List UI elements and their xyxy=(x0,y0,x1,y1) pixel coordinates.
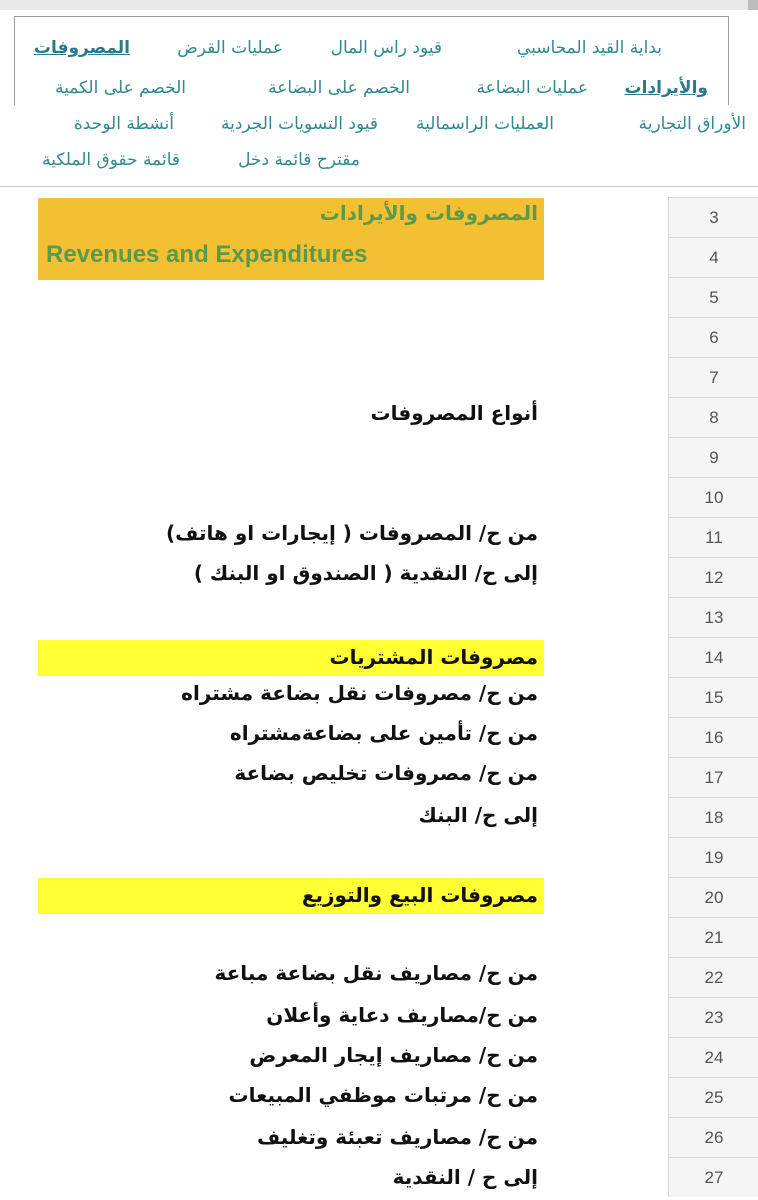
top-scrollbar[interactable] xyxy=(0,0,758,10)
row-number[interactable]: 6 xyxy=(668,317,758,357)
purchases-line-2: من ح/ تأمين على بضاعةمشتراه xyxy=(229,721,538,745)
row-number[interactable]: 20 xyxy=(668,877,758,917)
row-number[interactable]: 14 xyxy=(668,637,758,677)
sales-heading: مصروفات البيع والتوزيع xyxy=(301,883,538,907)
row-number[interactable]: 5 xyxy=(668,277,758,317)
sales-line-4: من ح/ مرتبات موظفي المبيعات xyxy=(228,1083,538,1107)
row-number[interactable]: 11 xyxy=(668,517,758,557)
sheet-title-english: Revenues and Expenditures xyxy=(46,241,368,268)
tab-capital-operations[interactable]: العمليات الراسمالية xyxy=(416,114,554,134)
row-number[interactable]: 4 xyxy=(668,237,758,277)
sheet-row xyxy=(0,637,758,677)
expense-types-heading: أنواع المصروفات xyxy=(370,401,538,425)
row-number[interactable]: 3 xyxy=(668,197,758,237)
tab-expenses[interactable]: المصروفات xyxy=(33,38,130,58)
sheet-row xyxy=(0,237,758,277)
purchases-line-3: من ح/ مصروفات تخليص بضاعة xyxy=(234,761,538,785)
sheet-row xyxy=(0,677,758,717)
sheet-row xyxy=(0,397,758,437)
row-number[interactable]: 22 xyxy=(668,957,758,997)
sales-line-2: من ح/مصاريف دعاية وأعلان xyxy=(266,1003,538,1027)
sheet-row xyxy=(0,1037,758,1077)
sales-line-3: من ح/ مصاريف إيجار المعرض xyxy=(249,1043,538,1067)
tab-bookkeeping-start[interactable]: بداية القيد المحاسبي xyxy=(516,38,662,58)
sheet-row xyxy=(0,1157,758,1197)
sheet-row xyxy=(0,837,758,877)
row-number[interactable]: 18 xyxy=(668,797,758,837)
sheet-row xyxy=(0,797,758,837)
entry1-credit: إلى ح/ النقدية ( الصندوق او البنك ) xyxy=(193,561,538,585)
sheet-tabs-panel xyxy=(0,0,758,187)
sheet-row xyxy=(0,997,758,1037)
row-number[interactable]: 27 xyxy=(668,1157,758,1197)
tab-revenues[interactable]: والأيرادات xyxy=(624,78,708,98)
sheet-row xyxy=(0,197,758,237)
purchases-line-1: من ح/ مصروفات نقل بضاعة مشتراه xyxy=(181,681,538,705)
sheet-row xyxy=(0,717,758,757)
row-number[interactable]: 23 xyxy=(668,997,758,1037)
row-number[interactable]: 26 xyxy=(668,1117,758,1157)
row-number[interactable]: 17 xyxy=(668,757,758,797)
sheet-row xyxy=(0,317,758,357)
sales-line-6: إلى ح / النقدية xyxy=(392,1165,538,1189)
sales-line-5: من ح/ مصاريف تعبئة وتغليف xyxy=(256,1125,538,1149)
row-number[interactable]: 15 xyxy=(668,677,758,717)
row-number[interactable]: 19 xyxy=(668,837,758,877)
row-number[interactable]: 24 xyxy=(668,1037,758,1077)
tab-unit-activities[interactable]: أنشطة الوحدة xyxy=(73,114,174,134)
row-number[interactable]: 13 xyxy=(668,597,758,637)
sheet-title-arabic: المصروفات والأيرادات xyxy=(319,201,538,225)
sheet-row xyxy=(0,877,758,917)
tab-quantity-discount[interactable]: الخصم على الكمية xyxy=(54,78,186,98)
sheet-row xyxy=(0,957,758,997)
row-number[interactable]: 9 xyxy=(668,437,758,477)
sales-line-1: من ح/ مصاريف نقل بضاعة مباعة xyxy=(214,961,538,985)
tab-commercial-papers[interactable]: الأوراق التجارية xyxy=(638,114,746,134)
row-number[interactable]: 25 xyxy=(668,1077,758,1117)
row-number[interactable]: 10 xyxy=(668,477,758,517)
row-number[interactable]: 12 xyxy=(668,557,758,597)
row-number[interactable]: 8 xyxy=(668,397,758,437)
tab-goods-operations[interactable]: عمليات البضاعة xyxy=(476,78,588,98)
sheet-row xyxy=(0,517,758,557)
tab-equity-statement[interactable]: قائمة حقوق الملكية xyxy=(42,150,180,170)
sheet-row xyxy=(0,357,758,397)
row-number[interactable]: 16 xyxy=(668,717,758,757)
sheet-row xyxy=(0,757,758,797)
sheet-row xyxy=(0,1077,758,1117)
sheet-row xyxy=(0,477,758,517)
sheet-row xyxy=(0,597,758,637)
sheet-row xyxy=(0,437,758,477)
tab-goods-discount[interactable]: الخصم على البضاعة xyxy=(268,78,410,98)
sheet-row xyxy=(0,277,758,317)
row-number[interactable]: 7 xyxy=(668,357,758,397)
purchases-heading: مصروفات المشتريات xyxy=(329,645,538,669)
scroll-thumb[interactable] xyxy=(748,0,758,10)
tab-capital-entries[interactable]: قيود راس المال xyxy=(330,38,442,58)
tab-loan-operations[interactable]: عمليات القرض xyxy=(177,38,283,58)
row-number[interactable]: 21 xyxy=(668,917,758,957)
sheet-row xyxy=(0,557,758,597)
tab-income-statement-proposal[interactable]: مقترح قائمة دخل xyxy=(238,150,360,170)
sheet-row xyxy=(0,1117,758,1157)
entry1-debit: من ح/ المصروفات ( إيجارات او هاتف) xyxy=(166,521,538,545)
purchases-line-4: إلى ح/ البنك xyxy=(418,803,538,827)
sheet-row xyxy=(0,917,758,957)
tab-inventory-adjustments[interactable]: قيود التسويات الجردية xyxy=(221,114,378,134)
